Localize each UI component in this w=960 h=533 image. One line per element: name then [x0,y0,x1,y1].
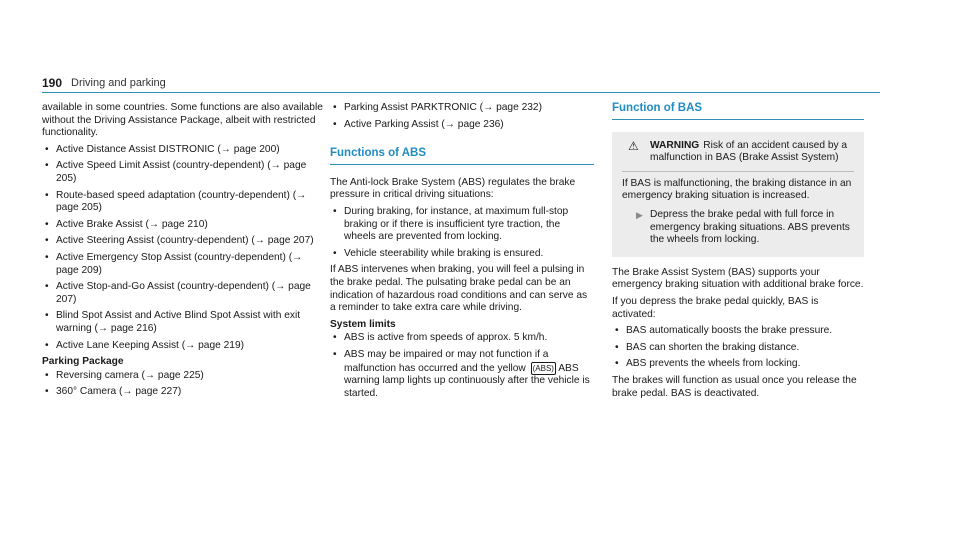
list-item-text: During braking, for instance, at maximum full-stop braking or if there is insufficient tyre traction, the wheels are prevented from locking. [344,205,569,243]
list-item [330,206,594,244]
warning-header [622,140,854,165]
bas-paragraph-2: If you depress the brake pedal quickly, BAS is activated: [612,295,819,320]
bullet-icon: • [45,310,49,322]
bullet-icon: • [615,341,619,353]
warning-step [622,209,854,247]
arrow-right-icon: ▶ [636,209,643,220]
bullet-icon: • [45,386,49,398]
parking-package-heading: Parking Package [42,356,124,368]
list-item-text: ABS may be impaired or may not function if a malfunction has occurred and the yellow [344,348,549,374]
bullet-icon: • [45,251,49,263]
list-item-text: Active Lane Keeping Assist (→ page 219) [56,339,245,351]
warning-body [622,171,854,247]
list-item [42,190,324,215]
page-number: 190 [42,76,63,90]
list-item-text: 360° Camera (→ page 227) [56,386,182,398]
abs-paragraph: If ABS intervenes when braking, you will feel a pulsing in the brake pedal. The pulsating brake pedal can be an indication of hazardous road conditions and can serve as a reminder to take extra care while driving. [330,264,588,314]
list-item-text-cont: ABS warning lamp lights up continuously after the vehicle is started. [344,362,590,399]
list-item-text: Active Distance Assist DISTRONIC (→ page 200) [56,143,280,155]
abs-warning-lamp-icon: (ABS) [532,363,554,373]
list-item-text: ABS prevents the wheels from locking. [626,358,801,370]
list-item [330,248,594,261]
list-item [42,370,324,383]
warning-body-text: If BAS is malfunctioning, the braking distance in an emergency braking situation is increased. [622,177,852,202]
list-item [42,340,324,353]
warning-box [612,132,864,257]
bullet-icon: • [333,332,337,344]
abs-list [330,206,594,260]
warning-step-text: Depress the brake pedal with full force in emergency braking situations. ABS prevents the wheels from locking. [650,208,850,246]
list-item [42,160,324,185]
bas-paragraph-3: The brakes will function as usual once you release the brake pedal. BAS is deactivated. [612,374,857,399]
bullet-icon: • [615,358,619,370]
list-item-text: Active Brake Assist (→ page 210) [56,218,208,230]
bullet-icon: • [333,348,337,360]
list-item [42,252,324,277]
list-item-text: Active Speed Limit Assist (country-dependent) (→ page 205) [56,160,307,184]
bas-section-heading: Function of BAS [612,102,864,120]
bullet-icon: • [45,281,49,293]
bas-paragraph-1: The Brake Assist System (BAS) supports your emergency braking situation with additional brake force. [612,266,864,291]
list-item [612,342,864,355]
list-item-text: Active Emergency Stop Assist (country-dependent) (→ page 209) [56,251,303,276]
list-item [42,310,324,335]
list-item [612,325,864,338]
system-limits-heading: System limits [330,318,396,330]
bullet-icon: • [333,247,337,259]
list-item-text: Active Parking Assist (→ page 236) [344,118,504,130]
list-item-text: Reversing camera (→ page 225) [56,369,204,381]
bullet-icon: • [45,339,49,351]
bullet-icon: • [45,218,49,230]
list-item [42,281,324,306]
intro-paragraph: available in some countries. Some functions are also available without the Driving Assistance Package, albeit with restricted functionality. [42,102,323,139]
warning-triangle-icon: ⚠ [628,138,639,153]
list-item-text: Parking Assist PARKTRONIC (→ page 232) [344,102,542,113]
list-item-text: BAS can shorten the braking distance. [626,341,800,353]
bullet-icon: • [333,118,337,130]
list-item [330,349,594,401]
bullet-icon: • [45,235,49,247]
bullet-icon: • [333,205,337,217]
column-right [612,102,864,404]
bullet-icon: • [45,189,49,201]
bullet-icon: • [45,369,49,381]
list-item-text: Vehicle steerability while braking is ensured. [344,247,544,259]
warning-text: Risk of an accident caused by a malfunction in BAS (Brake Assist System) [650,139,848,164]
list-item [42,144,324,157]
bullet-icon: • [45,160,49,172]
column-left [42,102,324,403]
bullet-icon: • [45,143,49,155]
list-item-text: Active Steering Assist (country-dependent) (→ page 207) [56,235,314,247]
limits-list [330,332,594,400]
assist-list [42,144,324,352]
column-middle [330,102,594,404]
bullet-icon: • [615,325,619,337]
chapter-title: Driving and parking [71,77,166,89]
list-item [330,119,594,132]
warning-label: WARNING [650,139,700,151]
list-item [42,219,324,232]
list-item [612,358,864,371]
list-item [330,332,594,345]
list-item [42,386,324,399]
list-item-text: Route-based speed adaptation (country-dependent) (→ page 205) [56,189,307,214]
abs-intro: The Anti-lock Brake System (ABS) regulates the brake pressure in critical driving situations: [330,176,576,201]
list-item [330,102,594,115]
bullet-icon: • [333,102,337,113]
parking-assist-list [330,102,594,131]
abs-section-heading: Functions of ABS [330,147,594,165]
list-item-text: Blind Spot Assist and Active Blind Spot Assist with exit warning (→ page 216) [56,310,301,334]
list-item-text: Active Stop-and-Go Assist (country-dependent) (→ page 207) [56,281,311,305]
bas-list [612,325,864,371]
page-header [42,74,880,93]
list-item-text: BAS automatically boosts the brake pressure. [626,325,833,337]
parking-list [42,370,324,399]
list-item-text: ABS is active from speeds of approx. 5 km/h. [344,332,548,344]
list-item [42,235,324,248]
